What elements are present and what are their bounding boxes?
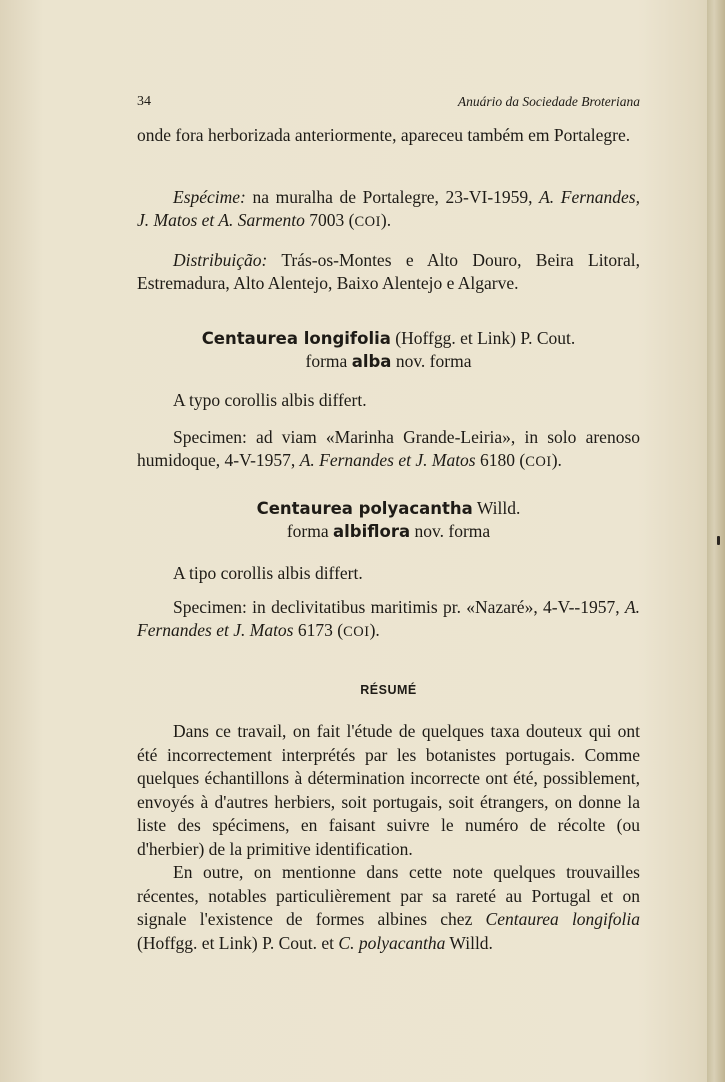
page-number: 34 <box>137 94 151 109</box>
margin-mark <box>717 536 720 545</box>
specimen-polyacantha: Specimen: in declivitatibus maritimis pr. «Nazaré», 4-V--1957, A. Fernandes et J. Matos 6173 (COI). <box>137 597 641 640</box>
specimen-paragraph: Espécime: na muralha de Portalegre, 23-VI-1959, A. Fernandes, J. Matos et A. Sarmento 7003 (COI). <box>137 187 640 230</box>
taxon-name: Centaurea polyacantha <box>256 499 473 518</box>
distribution-text: Trás-os-Montes e Alto Douro, Beira Litoral, Estremadura, Alto Alentejo, Baixo Alentejo e Algarve. <box>137 250 640 293</box>
taxon-authority: (Hoffgg. et Link) P. Cout. <box>390 328 576 348</box>
specimen-number: 7003 ( <box>304 210 355 230</box>
specimen-locality: na muralha de Portalegre, 23-VI-1959, <box>245 187 540 207</box>
herbarium-code: COI <box>525 454 552 470</box>
taxon-name: Centaurea longifolia <box>201 329 391 348</box>
distribution-paragraph <box>137 249 640 295</box>
resume-body <box>137 720 640 955</box>
specimen-collectors: A. Fernandes et J. Matos <box>137 597 641 640</box>
taxon-heading-polyacantha: Centaurea polyacantha Willd. forma albiflora nov. forma <box>256 498 521 541</box>
species-name: C. polyacantha <box>338 932 446 953</box>
intro-text: onde fora herborizada anteriormente, apareceu também em Portalegre. <box>137 125 631 145</box>
page-edge <box>707 0 725 1082</box>
diagnosis-polyacantha: A tipo corollis albis differt. <box>173 563 363 583</box>
herbarium-code: COI <box>343 624 370 640</box>
specimen-longifolia: Specimen: ad viam «Marinha Grande-Leiria», in solo arenoso humidoque, 4-V-1957, A. Fernandes et J. Matos 6180 (COI). <box>137 427 641 470</box>
diagnosis-longifolia: A typo corollis albis differt. <box>173 390 367 410</box>
distribution-label: Distribuição: <box>173 250 268 270</box>
specimen-label: Specimen: <box>173 427 257 447</box>
intro-paragraph <box>137 124 640 147</box>
specimen-collectors: A. Fernandes, J. Matos et A. Sarmento <box>137 187 640 230</box>
specimen-label: Espécime: <box>173 187 246 207</box>
species-name: Centaurea longifolia <box>485 909 641 929</box>
resume-paragraph-1: Dans ce travail, on fait l'étude de quelques taxa douteux qui ont été incorrectement interprétés par les botanistes portugais. Comme quelques échantillons à détermination incorrecte ont été, possiblement, envoyés à d'autres herbiers, soit portugais, soit étrangers, on donne la liste des spécimens, en faisant suivre le numéro de récolte (ou d'herbier) de la primitive identification. <box>137 721 640 859</box>
forma-name: alba <box>351 352 392 371</box>
resume-paragraph-2: En outre, on mentionne dans cette note quelques trouvailles récentes, notables particulièrement par sa rareté au Portugal et on signale l'existence de formes albines chez Centaurea longifolia (Hoffgg. et Link) P. Cout. et C. polyacantha Willd. <box>137 862 641 953</box>
specimen-collectors: A. Fernandes et J. Matos <box>299 450 476 470</box>
taxon-authority: Willd. <box>472 498 521 518</box>
taxon-heading-longifolia: Centaurea longifolia (Hoffgg. et Link) P. Cout. forma alba nov. forma <box>201 328 576 371</box>
herbarium-code: COI <box>354 214 381 230</box>
page-header <box>137 94 640 114</box>
specimen-label: Specimen: <box>173 597 253 617</box>
forma-name: albiflora <box>333 522 411 541</box>
resume-heading: RÉSUMÉ <box>360 683 417 697</box>
running-title: Anuário da Sociedade Broteriana <box>457 94 640 109</box>
